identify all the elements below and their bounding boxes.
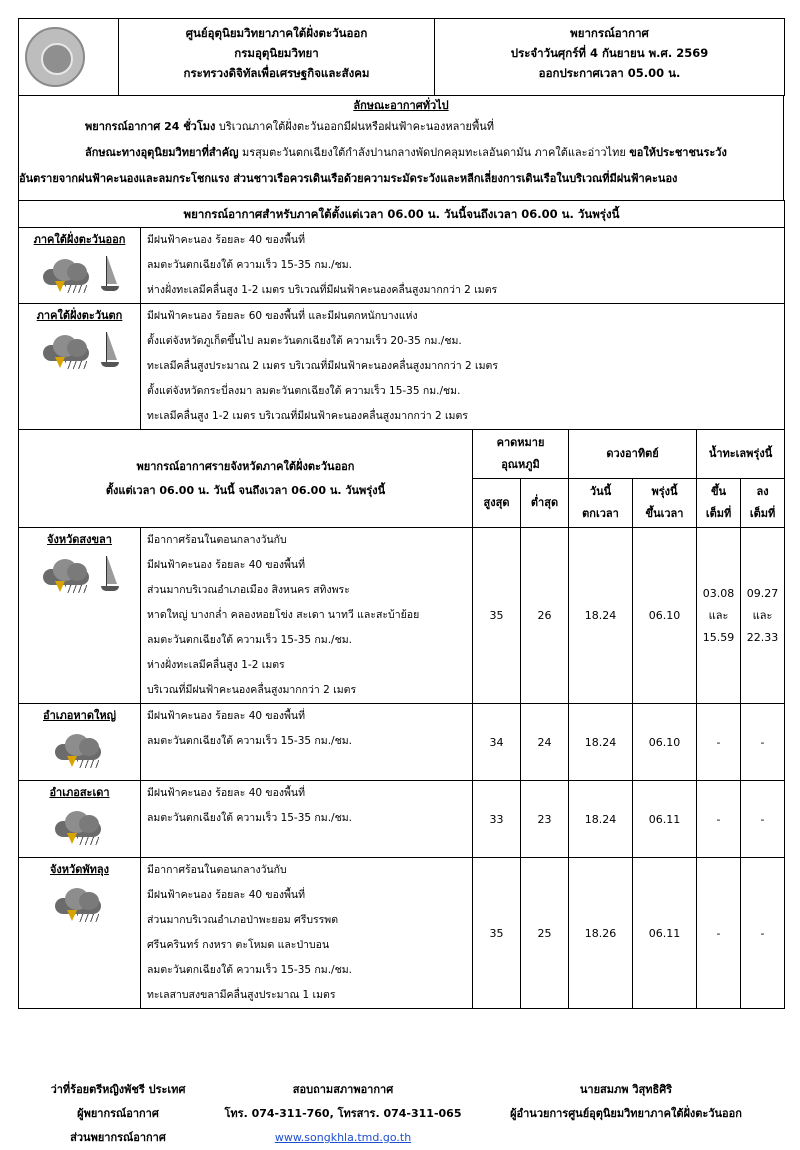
forecast-line: ลมตะวันตกเฉียงใต้ ความเร็ว 15-35 กม./ชม. bbox=[147, 964, 352, 976]
forecast-line: ลมตะวันตกเฉียงใต้ ความเร็ว 15-35 กม./ชม. bbox=[147, 735, 352, 747]
sunset-time: 18.24 bbox=[569, 704, 633, 781]
region-west-text bbox=[141, 304, 785, 430]
issue-time: ออกประกาศเวลา 05.00 น. bbox=[538, 66, 681, 80]
tide-low bbox=[741, 528, 785, 704]
p2-text: มรสุมตะวันตกเฉียงใต้กำลังปานกลางพัดปกคลุมทะเลอันดามัน ภาคใต้และอ่าวไทย bbox=[238, 146, 630, 159]
general-section bbox=[19, 96, 784, 201]
department-seal-icon bbox=[25, 27, 85, 87]
region-line: ทะเลมีคลื่นสูง 1-2 เมตร บริเวณที่มีฝนฟ้าคะนองคลื่นสูงมากกว่า 2 เมตร bbox=[147, 410, 468, 422]
tide-low-header bbox=[741, 479, 785, 528]
thunderstorm-cloud-icon bbox=[41, 255, 95, 293]
general-p2 bbox=[27, 140, 775, 166]
region-east-icons bbox=[19, 254, 140, 294]
contact-label: สอบถามสภาพอากาศ bbox=[292, 1083, 394, 1096]
center-name: ศูนย์อุตุนิยมวิทยาภาคใต้ฝั่งตะวันออก bbox=[185, 26, 368, 40]
general-p3: อันตรายจากฝนฟ้าคะนองและลมกระโชกแรง ส่วนชาวเรือควรเดินเรือด้วยความระมัดระวังและหลีกเลี่ยงการเดินเรือในบริเวณที่มีฝนฟ้าคะนอง bbox=[19, 172, 678, 185]
tide-value: และ bbox=[708, 608, 729, 622]
region-line: มีฝนฟ้าคะนอง ร้อยละ 60 ของพื้นที่ และมีฝนตกหนักบางแห่ง bbox=[147, 310, 418, 322]
region-line: มีฝนฟ้าคะนอง ร้อยละ 40 ของพื้นที่ bbox=[147, 234, 306, 246]
sunset-time: 18.24 bbox=[569, 781, 633, 858]
regional-title: พยากรณ์อากาศสำหรับภาคใต้ตั้งแต่เวลา 06.00 น. วันนี้จนถึงเวลา 06.00 น. วันพรุ่งนี้ bbox=[19, 201, 785, 228]
doc-date: ประจำวันศุกร์ที่ 4 กันยายน พ.ศ. 2569 bbox=[510, 46, 709, 60]
footer-right bbox=[468, 1078, 784, 1126]
sunrise-header-1: พรุ่งนี้ bbox=[651, 485, 678, 498]
area-cell bbox=[19, 528, 141, 704]
tide-low: - bbox=[741, 704, 785, 781]
forecast-line: มีฝนฟ้าคะนอง ร้อยละ 40 ของพื้นที่ bbox=[147, 787, 306, 799]
sunset-header-1: วันนี้ bbox=[589, 485, 612, 498]
general-table bbox=[18, 95, 784, 201]
general-title: ลักษณะอากาศทั่วไป bbox=[353, 99, 449, 112]
max-temp: 35 bbox=[473, 528, 521, 704]
table-row bbox=[19, 858, 785, 1009]
ministry-name: กระทรวงดิจิทัลเพื่อเศรษฐกิจและสังคม bbox=[183, 66, 370, 80]
area-cell bbox=[19, 781, 141, 858]
thunderstorm-cloud-icon bbox=[53, 884, 107, 922]
forecaster-dept: ส่วนพยากรณ์อากาศ bbox=[70, 1131, 166, 1144]
provincial-title-line1: พยากรณ์อากาศรายจังหวัดภาคใต้ฝั่งตะวันออก bbox=[136, 459, 355, 473]
tide-high-header-1: ขึ้น bbox=[710, 485, 727, 498]
area-icons bbox=[19, 807, 140, 845]
director-name: นายสมภพ วิสุทธิศิริ bbox=[579, 1083, 673, 1096]
tide-value: และ bbox=[752, 608, 773, 622]
area-name: จังหวัดสงขลา bbox=[47, 533, 112, 546]
region-east-name: ภาคใต้ฝั่งตะวันออก bbox=[33, 233, 126, 246]
area-icons bbox=[19, 730, 140, 768]
department-name: กรมอุตุนิยมวิทยา bbox=[234, 46, 319, 60]
doc-title: พยากรณ์อากาศ bbox=[570, 26, 649, 40]
area-name: อำเภอหาดใหญ่ bbox=[43, 709, 116, 722]
region-east-cell bbox=[19, 228, 141, 304]
forecast-line: ศรีนครินทร์ กงหรา ตะโหมด และป่าบอน bbox=[147, 939, 330, 951]
forecast-line: มีฝนฟ้าคะนอง ร้อยละ 40 ของพื้นที่ bbox=[147, 559, 306, 571]
forecaster-name: ว่าที่ร้อยตรีหญิงพัชรี ประเทศ bbox=[50, 1083, 186, 1096]
p2-bold: ขอให้ประชาชนระวัง bbox=[629, 146, 727, 159]
area-cell bbox=[19, 858, 141, 1009]
regional-table bbox=[18, 200, 785, 430]
min-temp: 26 bbox=[521, 528, 569, 704]
tide-value: 15.59 bbox=[702, 630, 735, 644]
provincial-table bbox=[18, 429, 785, 1009]
forecast-line: บริเวณที่มีฝนฟ้าคะนองคลื่นสูงมากกว่า 2 เมตร bbox=[147, 684, 357, 696]
temp-header bbox=[473, 430, 569, 479]
sunset-header-2: ตกเวลา bbox=[582, 507, 619, 520]
forecast-document bbox=[18, 18, 784, 1009]
thunderstorm-cloud-icon bbox=[41, 555, 95, 593]
p1-lead: พยากรณ์อากาศ 24 ชั่วโมง bbox=[85, 120, 216, 133]
forecast-line: ลมตะวันตกเฉียงใต้ ความเร็ว 15-35 กม./ชม. bbox=[147, 812, 352, 824]
area-icons bbox=[19, 884, 140, 922]
forecast-line: มีอากาศร้อนในตอนกลางวันกับ bbox=[147, 534, 287, 546]
header-right bbox=[435, 19, 785, 96]
contact-phone: โทร. 074-311-760, โทรสาร. 074-311-065 bbox=[224, 1107, 462, 1120]
region-east-text bbox=[141, 228, 785, 304]
sailboat-icon bbox=[101, 554, 119, 594]
provincial-title bbox=[19, 430, 473, 528]
tide-value: 09.27 bbox=[746, 586, 779, 600]
region-line: ห่างฝั่งทะเลมีคลื่นสูง 1-2 เมตร บริเวณที่มีฝนฟ้าคะนองคลื่นสูงมากกว่า 2 เมตร bbox=[147, 284, 498, 296]
area-forecast bbox=[141, 528, 473, 704]
p1-text: บริเวณภาคใต้ฝั่งตะวันออกมีฝนหรือฝนฟ้าคะนองหลายพื้นที่ bbox=[215, 120, 494, 133]
sunrise-time: 06.11 bbox=[633, 781, 697, 858]
area-icons bbox=[19, 554, 140, 594]
table-row bbox=[19, 704, 785, 781]
sunset-header bbox=[569, 479, 633, 528]
sailboat-icon bbox=[101, 254, 119, 294]
area-forecast bbox=[141, 704, 473, 781]
thunderstorm-cloud-icon bbox=[53, 730, 107, 768]
tide-high-header bbox=[697, 479, 741, 528]
sailboat-icon bbox=[101, 330, 119, 370]
logo-cell bbox=[19, 19, 119, 96]
region-line: ทะเลมีคลื่นสูงประมาณ 2 เมตร บริเวณที่มีฝนฟ้าคะนองคลื่นสูงมากกว่า 2 เมตร bbox=[147, 360, 498, 372]
tide-high-header-2: เต็มที่ bbox=[705, 507, 732, 520]
sunrise-time: 06.10 bbox=[633, 528, 697, 704]
forecast-line: ทะเลสาบสงขลามีคลื่นสูงประมาณ 1 เมตร bbox=[147, 989, 336, 1001]
region-west-name: ภาคใต้ฝั่งตะวันตก bbox=[36, 309, 123, 322]
forecaster-title: ผู้พยากรณ์อากาศ bbox=[77, 1107, 159, 1120]
director-title: ผู้อำนวยการศูนย์อุตุนิยมวิทยาภาคใต้ฝั่งตะวันออก bbox=[510, 1107, 742, 1120]
max-temp: 35 bbox=[473, 858, 521, 1009]
forecast-line: มีอากาศร้อนในตอนกลางวันกับ bbox=[147, 864, 287, 876]
max-temp: 33 bbox=[473, 781, 521, 858]
forecast-line: ห่างฝั่งทะเลมีคลื่นสูง 1-2 เมตร bbox=[147, 659, 285, 671]
general-p1 bbox=[27, 114, 775, 140]
forecast-line: มีฝนฟ้าคะนอง ร้อยละ 40 ของพื้นที่ bbox=[147, 889, 306, 901]
sunset-time: 18.26 bbox=[569, 858, 633, 1009]
forecast-line: ส่วนมากบริเวณอำเภอเมือง สิงหนคร สทิงพระ bbox=[147, 584, 350, 596]
sun-header: ดวงอาทิตย์ bbox=[569, 430, 697, 479]
min-temp: 25 bbox=[521, 858, 569, 1009]
tide-low-header-1: ลง bbox=[756, 485, 769, 498]
tide-high: - bbox=[697, 704, 741, 781]
area-name: อำเภอสะเดา bbox=[49, 786, 110, 799]
tide-low: - bbox=[741, 858, 785, 1009]
min-temp: 23 bbox=[521, 781, 569, 858]
p2-lead: ลักษณะทางอุตุนิยมวิทยาที่สำคัญ bbox=[85, 146, 239, 159]
forecast-line: ส่วนมากบริเวณอำเภอป่าพะยอม ศรีบรรพต bbox=[147, 914, 339, 926]
max-header: สูงสุด bbox=[473, 479, 521, 528]
min-temp: 24 bbox=[521, 704, 569, 781]
forecast-line: หาดใหญ่ บางกล่ำ คลองหอยโข่ง สะเดา นาทวี และสะบ้าย้อย bbox=[147, 609, 420, 621]
sunset-time: 18.24 bbox=[569, 528, 633, 704]
region-line: ตั้งแต่จังหวัดกระบี่ลงมา ลมตะวันตกเฉียงใต้ ความเร็ว 15-35 กม./ชม. bbox=[147, 385, 461, 397]
thunderstorm-cloud-icon bbox=[53, 807, 107, 845]
tide-high: - bbox=[697, 781, 741, 858]
sunrise-time: 06.10 bbox=[633, 704, 697, 781]
area-cell bbox=[19, 704, 141, 781]
area-forecast bbox=[141, 858, 473, 1009]
tide-high bbox=[697, 528, 741, 704]
tide-header: น้ำทะเลพรุ่งนี้ bbox=[697, 430, 785, 479]
website-link[interactable]: www.songkhla.tmd.go.th bbox=[274, 1131, 412, 1144]
max-temp: 34 bbox=[473, 704, 521, 781]
forecast-line: ลมตะวันตกเฉียงใต้ ความเร็ว 15-35 กม./ชม. bbox=[147, 634, 352, 646]
region-west-cell bbox=[19, 304, 141, 430]
footer-middle bbox=[218, 1078, 468, 1150]
tide-value: 03.08 bbox=[702, 586, 735, 600]
area-forecast bbox=[141, 781, 473, 858]
tide-low: - bbox=[741, 781, 785, 858]
temp-header-1: คาดหมาย bbox=[496, 436, 545, 449]
sunrise-time: 06.11 bbox=[633, 858, 697, 1009]
thunderstorm-cloud-icon bbox=[41, 331, 95, 369]
tide-value: 22.33 bbox=[746, 630, 779, 644]
footer-left bbox=[18, 1078, 218, 1150]
tide-low-header-2: เต็มที่ bbox=[749, 507, 776, 520]
sunrise-header bbox=[633, 479, 697, 528]
table-row bbox=[19, 528, 785, 704]
area-name: จังหวัดพัทลุง bbox=[49, 863, 109, 876]
tide-high: - bbox=[697, 858, 741, 1009]
forecast-line: มีฝนฟ้าคะนอง ร้อยละ 40 ของพื้นที่ bbox=[147, 710, 306, 722]
temp-header-2: อุณหภูมิ bbox=[501, 458, 540, 471]
header-table bbox=[18, 18, 785, 96]
region-line: ลมตะวันตกเฉียงใต้ ความเร็ว 15-35 กม./ชม. bbox=[147, 259, 352, 271]
region-line: ตั้งแต่จังหวัดภูเก็ตขึ้นไป ลมตะวันตกเฉียงใต้ ความเร็ว 20-35 กม./ชม. bbox=[147, 335, 462, 347]
region-west-icons bbox=[19, 330, 140, 370]
header-center bbox=[119, 19, 435, 96]
min-header: ต่ำสุด bbox=[521, 479, 569, 528]
table-row bbox=[19, 781, 785, 858]
sunrise-header-2: ขึ้นเวลา bbox=[645, 507, 684, 520]
provincial-title-line2: ตั้งแต่เวลา 06.00 น. วันนี้ จนถึงเวลา 06.00 น. วันพรุ่งนี้ bbox=[105, 483, 386, 497]
